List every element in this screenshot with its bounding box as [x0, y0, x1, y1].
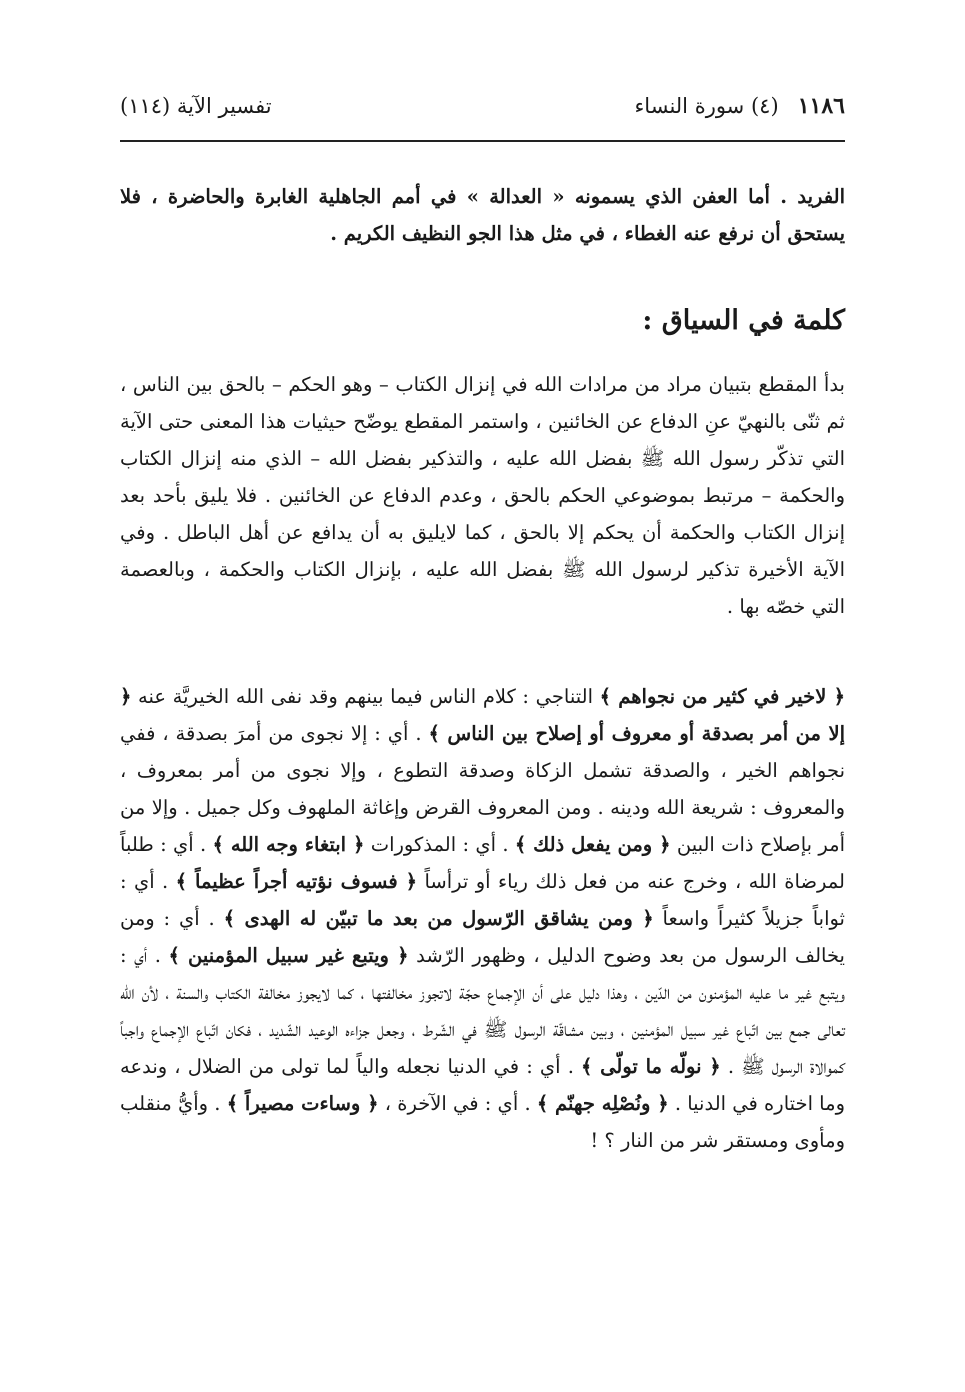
tafsir-text: . أي : في الآخرة ،: [378, 1091, 537, 1115]
quran-quote: ﴿ ويتبع غير سبيل المؤمنين ﴾: [168, 943, 409, 967]
quran-quote: ﴿ ومن يفعل ذلك ﴾: [514, 832, 671, 856]
tafsir-text: . أي : في الدنيا نجعله والياً لما تولى من الضلال ، وندعه وما اختاره في الدنيا .: [120, 1054, 845, 1115]
quran-quote: ﴿ إلا من أمر بصدقة أو معروف أو إصلاح بين الناس ﴾: [120, 684, 845, 745]
surah-title: (٤) سورة النساء: [634, 94, 779, 118]
tafsir-text: . أي : ومن يخالف الرسول من بعد وضوح الدليل ، وظهور الرّشد: [120, 906, 845, 967]
header-rule: [120, 140, 845, 142]
intro-paragraph: الفريد . أما العفن الذي يسمونه « العدالة » في أمم الجاهلية الغابرة والحاضرة ، فلا يستحق أن نرفع عنه الغطاء ، في مثل هذا الجو النظيف الكريم .: [120, 184, 845, 245]
tafsir-text: . أي : المذكورات: [364, 832, 515, 856]
header-right: [634, 93, 845, 119]
tafsir-text: . أي : إلا نجوى من أمرَ بصدقة ، ففي نجواهم الخير ، والصدقة تشمل الزكاة وصدقة التطوع ، وإلا نجوى من أمر بمعروف ، والمعروف : شريعة الله ودينه . ومن المعروف القرض وإغاثة الملهوف وكل جميل . وإلا من أمر بإصلاح ذات البين: [120, 721, 845, 856]
section-heading: كلمة في السياق :: [642, 305, 845, 336]
tafsir-paragraph: [120, 678, 845, 1159]
quran-quote: ﴿ ابتغاء وجه الله ﴾: [212, 832, 365, 856]
verse-reference: تفسير الآية (١١٤): [120, 94, 272, 118]
quran-quote: ﴿ لاخير في كثير من نجواهم ﴾: [599, 684, 845, 708]
page-number: ١١٨٦: [797, 93, 845, 119]
tafsir-text: . أي : ثواباً جزيلاً كثيراً واسعاً: [120, 869, 845, 930]
tafsir-text: التناجي : كلام الناس فيما بينهم وقد نفى الله الخيريَّة عنه: [131, 684, 600, 708]
tafsir-text: . وأيُّ منقلب ومأوى ومستقر شر من النار ؟ !: [120, 1091, 845, 1152]
quran-quote: ﴿ ومن يشاقق الرّسول من بعد ما تبيّن له الهدى ﴾: [223, 906, 654, 930]
quran-quote: ﴿ وساءت مصيراً ﴾: [226, 1091, 379, 1115]
context-paragraph: بدأ المقطع بتبيان مراد من مرادات الله في إنزال الكتاب – وهو الحكم – بالحق بين الناس ، ثم ثنّى بالنهيّ عنِ الدفاع عن الخائنين ، واستمر المقطع يوضّح حيثيات هذا المعنى حتى الآية التي تذكّر رسول الله ﷺ بفضل الله عليه ، والتذكير بفضل الله – الذي منه إنزال الكتاب والحكمة – مرتبط بموضوعي الحكم بالحق ، وعدم الدفاع عن الخائنين . فلا يليق بأحد بعد إنزال الكتاب والحكمة أن يحكم إلا بالحق ، كما لايليق به أن يدافع عن أهل الباطل . وفي الآية الأخيرة تذكير لرسول الله ﷺ بفضل الله عليه ، بإنزال الكتاب والحكمة ، وبالعصمة التي خصّه بها .: [120, 372, 845, 618]
running-header: [120, 86, 845, 126]
tafsir-text: . أي : طلباً لمرضاة الله ، وخرج عنه من فعل ذلك رياء أو ترأساً: [120, 832, 845, 893]
quran-quote: ﴿ فسوف نؤتيه أجراً عظيماً ﴾: [175, 869, 418, 893]
tafsir-text: . أي : ويتبع غير ما عليه المؤمنون من الدّين ، وهذا دليل على أن الإجماع حجّة لاتجوز مخالفتها ، كما لايجوز مخالفة الكتاب والسنة ، لأن الله تعالى جمع بين اتّباع غير سبيل المؤمنين ، وبين مشاقّة الرسول ﷺ في الشّرط ، وجعل جزاءه الوعيد الشّديد ، فكان اتّباع الإجماع واجباً كموالاة الرسول ﷺ .: [120, 943, 845, 1078]
quran-quote: ﴿ ونُصْلِه جهنّم ﴾: [536, 1091, 669, 1115]
quran-quote: ﴿ نولّه ما تولّى ﴾: [581, 1054, 721, 1078]
